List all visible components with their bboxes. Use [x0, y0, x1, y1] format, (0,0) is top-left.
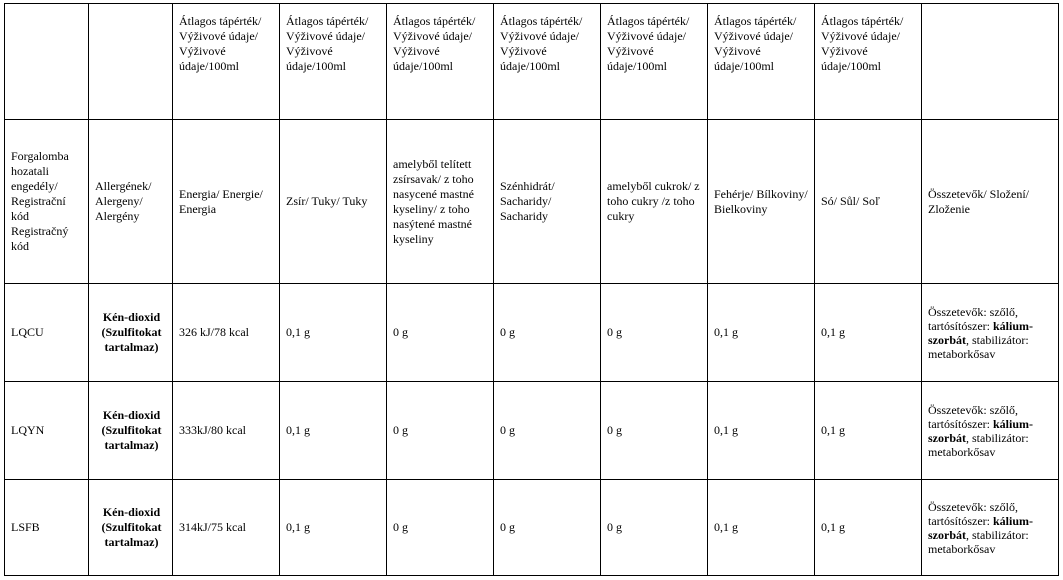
- header-empty-cell: [89, 4, 173, 120]
- sugars-cell: 0 g: [601, 284, 708, 382]
- avg-value-header: Átlagos tápérték/ Výživové údaje/ Výživové údaje/100ml: [280, 4, 387, 120]
- avg-value-header: Átlagos tápérték/ Výživové údaje/ Výživové údaje/100ml: [494, 4, 601, 120]
- fat-cell: 0,1 g: [280, 284, 387, 382]
- saturated-cell: 0 g: [387, 480, 494, 576]
- energy-cell: 333kJ/80 kcal: [173, 382, 280, 480]
- col-header-carbs: Szénhidrát/ Sacharidy/ Sacharidy: [494, 120, 601, 284]
- col-header-protein: Fehérje/ Bílkoviny/ Bielkoviny: [708, 120, 815, 284]
- col-header-salt: Só/ Sůl/ Soľ: [815, 120, 922, 284]
- ingredients-text: , stabilizátor: metaborkősav: [928, 430, 1029, 459]
- header-row-columns: [5, 120, 1059, 284]
- col-header-energy: Energia/ Energie/ Energia: [173, 120, 280, 284]
- ingredients-text: , stabilizátor: metaborkősav: [928, 332, 1029, 361]
- ingredients-cell: [922, 382, 1059, 480]
- table-row: [5, 480, 1059, 576]
- product-code: LQYN: [5, 382, 89, 480]
- ingredients-bold-text: kálium-szorbát: [928, 318, 1033, 347]
- col-header-ingredients: Összetevők/ Složení/ Zloženie: [922, 120, 1059, 284]
- energy-cell: 314kJ/75 kcal: [173, 480, 280, 576]
- avg-value-header: Átlagos tápérték/ Výživové údaje/ Výživové údaje/100ml: [708, 4, 815, 120]
- allergen-cell: Kén-dioxid (Szulfitokat tartalmaz): [89, 284, 173, 382]
- sugars-cell: 0 g: [601, 480, 708, 576]
- protein-cell: 0,1 g: [708, 480, 815, 576]
- fat-cell: 0,1 g: [280, 382, 387, 480]
- allergen-cell: Kén-dioxid (Szulfitokat tartalmaz): [89, 480, 173, 576]
- ingredients-text: Összetevők: szőlő, tartósítószer:: [928, 304, 1018, 333]
- col-header-fat: Zsír/ Tuky/ Tuky: [280, 120, 387, 284]
- table-row: [5, 382, 1059, 480]
- saturated-cell: 0 g: [387, 382, 494, 480]
- salt-cell: 0,1 g: [815, 382, 922, 480]
- header-row-average-values: [5, 4, 1059, 120]
- fat-cell: 0,1 g: [280, 480, 387, 576]
- carbs-cell: 0 g: [494, 284, 601, 382]
- ingredients-bold-text: kálium-szorbát: [928, 513, 1033, 542]
- ingredients-text: Összetevők: szőlő, tartósítószer:: [928, 499, 1018, 528]
- avg-value-header: Átlagos tápérték/ Výživové údaje/ Výživové údaje/100ml: [173, 4, 280, 120]
- avg-value-header: Átlagos tápérték/ Výživové údaje/ Výživové údaje/100ml: [815, 4, 922, 120]
- col-header-sugars: amelyből cukrok/ z toho cukry /z toho cukry: [601, 120, 708, 284]
- col-header-allergens: Allergének/ Alergeny/ Alergény: [89, 120, 173, 284]
- protein-cell: 0,1 g: [708, 382, 815, 480]
- ingredients-cell: [922, 284, 1059, 382]
- allergen-cell: Kén-dioxid (Szulfitokat tartalmaz): [89, 382, 173, 480]
- ingredients-text: Összetevők: szőlő, tartósítószer:: [928, 402, 1018, 431]
- ingredients-text: , stabilizátor: metaborkősav: [928, 527, 1029, 556]
- col-header-saturated: amelyből telített zsírsavak/ z toho nasycené mastné kyseliny/ z toho nasýtené mastné kyseliny: [387, 120, 494, 284]
- table-row: [5, 284, 1059, 382]
- avg-value-header: Átlagos tápérték/ Výživové údaje/ Výživové údaje/100ml: [387, 4, 494, 120]
- sugars-cell: 0 g: [601, 382, 708, 480]
- saturated-cell: 0 g: [387, 284, 494, 382]
- ingredients-cell: [922, 480, 1059, 576]
- avg-value-header: Átlagos tápérték/ Výživové údaje/ Výživové údaje/100ml: [601, 4, 708, 120]
- ingredients-bold-text: kálium-szorbát: [928, 416, 1033, 445]
- salt-cell: 0,1 g: [815, 284, 922, 382]
- product-code: LSFB: [5, 480, 89, 576]
- header-empty-cell: [5, 4, 89, 120]
- product-code: LQCU: [5, 284, 89, 382]
- protein-cell: 0,1 g: [708, 284, 815, 382]
- col-header-code: Forgalomba hozatali engedély/ Registrační kód Registračný kód: [5, 120, 89, 284]
- carbs-cell: 0 g: [494, 480, 601, 576]
- salt-cell: 0,1 g: [815, 480, 922, 576]
- header-empty-cell: [922, 4, 1059, 120]
- nutrition-table: [4, 3, 1059, 576]
- carbs-cell: 0 g: [494, 382, 601, 480]
- energy-cell: 326 kJ/78 kcal: [173, 284, 280, 382]
